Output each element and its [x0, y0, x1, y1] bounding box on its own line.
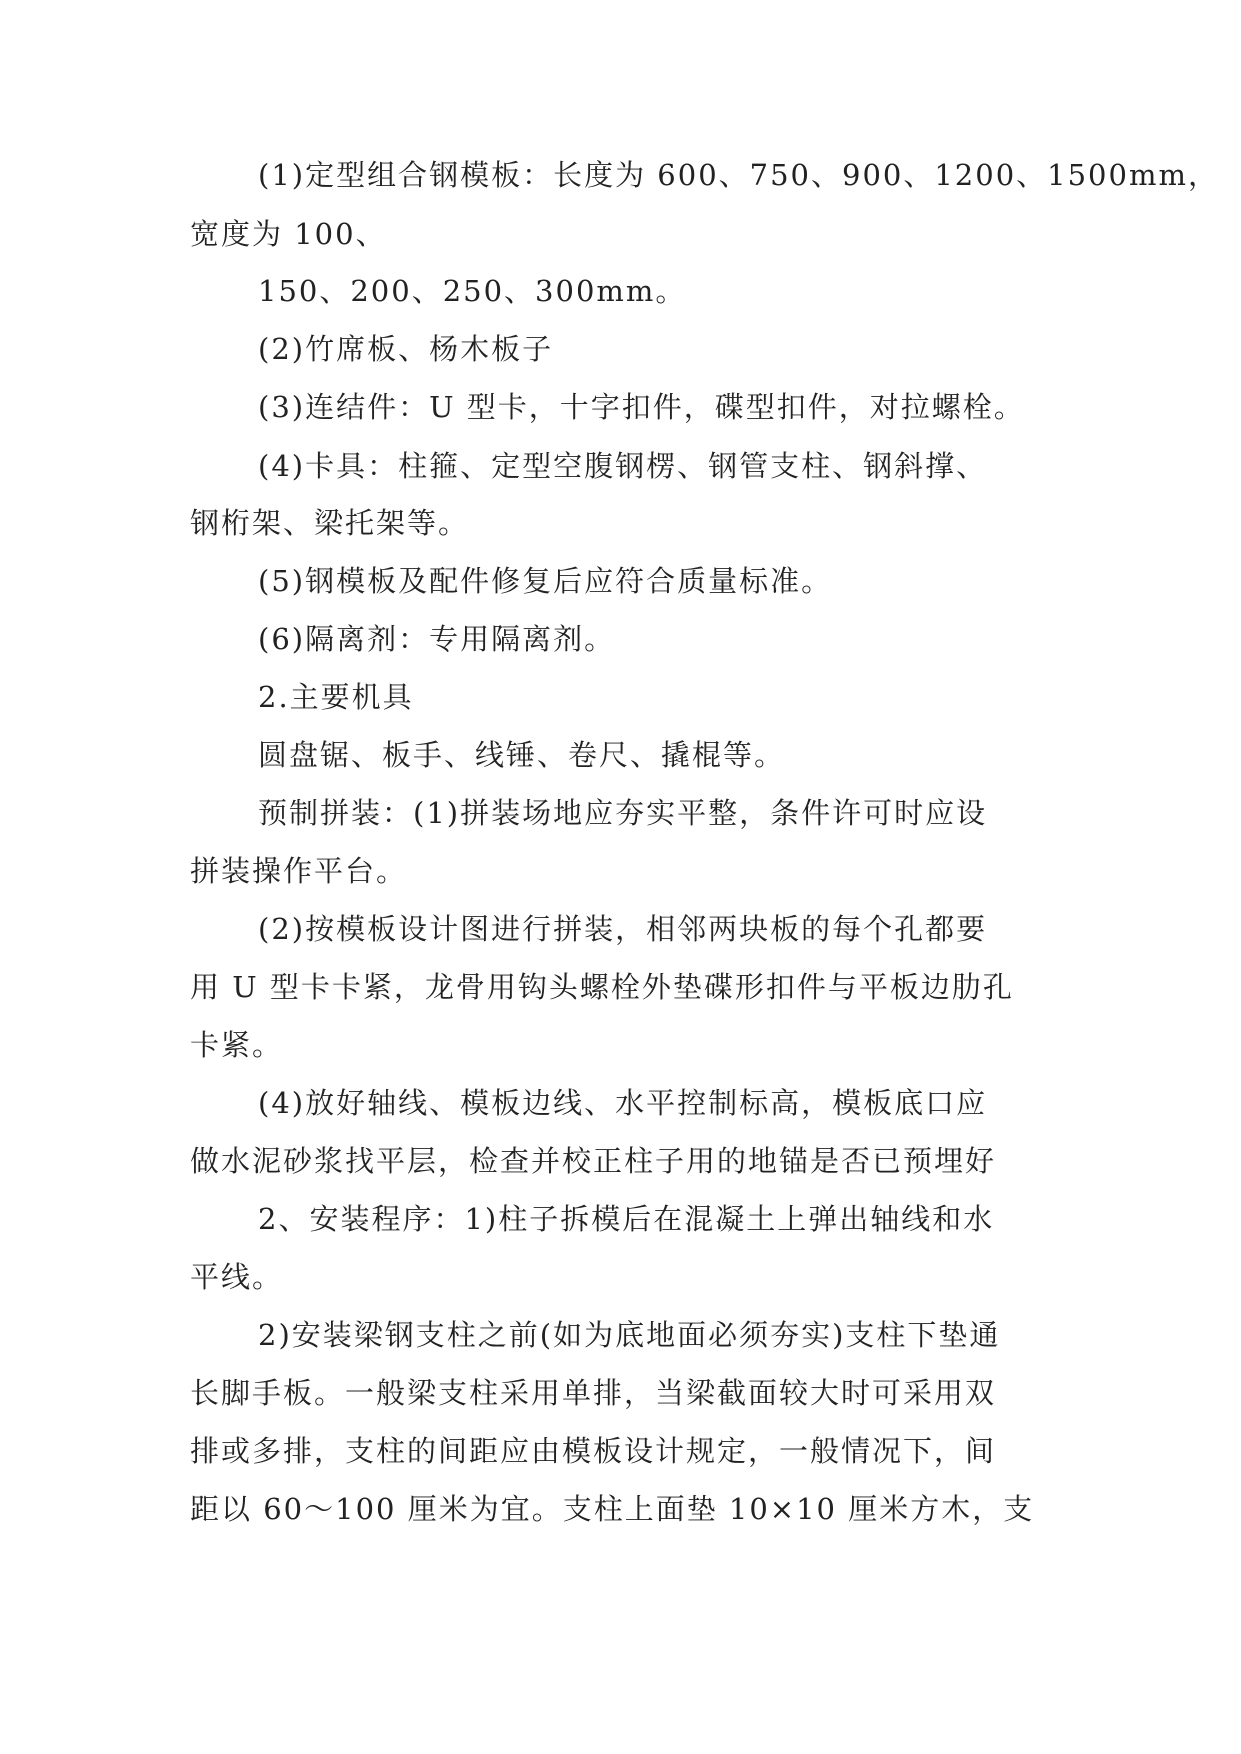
- paragraph-line: 用 U 型卡卡紧，龙骨用钩头螺栓外垫碟形扣件与平板边肋孔: [190, 970, 1014, 1004]
- paragraph-line: (2)竹席板、杨木板子: [258, 332, 554, 366]
- paragraph-line: 做水泥砂浆找平层，检查并校正柱子用的地锚是否已预埋好: [190, 1144, 997, 1178]
- paragraph-line: 圆盘锯、板手、线锤、卷尺、撬棍等。: [258, 738, 786, 772]
- paragraph-line: (2)按模板设计图进行拼装，相邻两块板的每个孔都要: [258, 912, 988, 946]
- paragraph-line: 排或多排，支柱的间距应由模板设计规定，一般情况下，间: [190, 1434, 997, 1468]
- paragraph-line: 长脚手板。一般梁支柱采用单排，当梁截面较大时可采用双: [190, 1376, 997, 1410]
- paragraph-line: (3)连结件：U 型卡，十字扣件，碟型扣件，对拉螺栓。: [258, 390, 1025, 424]
- paragraph-line: 2)安装梁钢支柱之前(如为底地面必须夯实)支柱下垫通: [258, 1318, 1001, 1352]
- paragraph-line: 150、200、250、300mm。: [258, 274, 687, 308]
- paragraph-line: (4)放好轴线、模板边线、水平控制标高，模板底口应: [258, 1086, 988, 1120]
- paragraph-line: 卡紧。: [190, 1028, 284, 1062]
- paragraph-line: 距以 60～100 厘米为宜。支柱上面垫 10×10 厘米方木，支: [190, 1492, 1035, 1526]
- paragraph-line: (4)卡具：柱箍、定型空腹钢楞、钢管支柱、钢斜撑、: [258, 449, 988, 483]
- paragraph-line: 宽度为 100、: [190, 217, 387, 251]
- paragraph-line: (1)定型组合钢模板：长度为 600、750、900、1200、1500mm，: [258, 158, 1219, 192]
- paragraph-line: 预制拼装：(1)拼装场地应夯实平整，条件许可时应设: [258, 796, 988, 830]
- paragraph-line: (5)钢模板及配件修复后应符合质量标准。: [258, 564, 833, 598]
- paragraph-line: 平线。: [190, 1260, 284, 1294]
- paragraph-line: (6)隔离剂：专用隔离剂。: [258, 622, 616, 656]
- paragraph-line: 拼装操作平台。: [190, 854, 408, 888]
- paragraph-line: 钢桁架、梁托架等。: [190, 506, 470, 540]
- section-heading: 2.主要机具: [258, 680, 414, 714]
- paragraph-line: 2、安装程序：1)柱子拆模后在混凝土上弹出轴线和水: [258, 1202, 995, 1236]
